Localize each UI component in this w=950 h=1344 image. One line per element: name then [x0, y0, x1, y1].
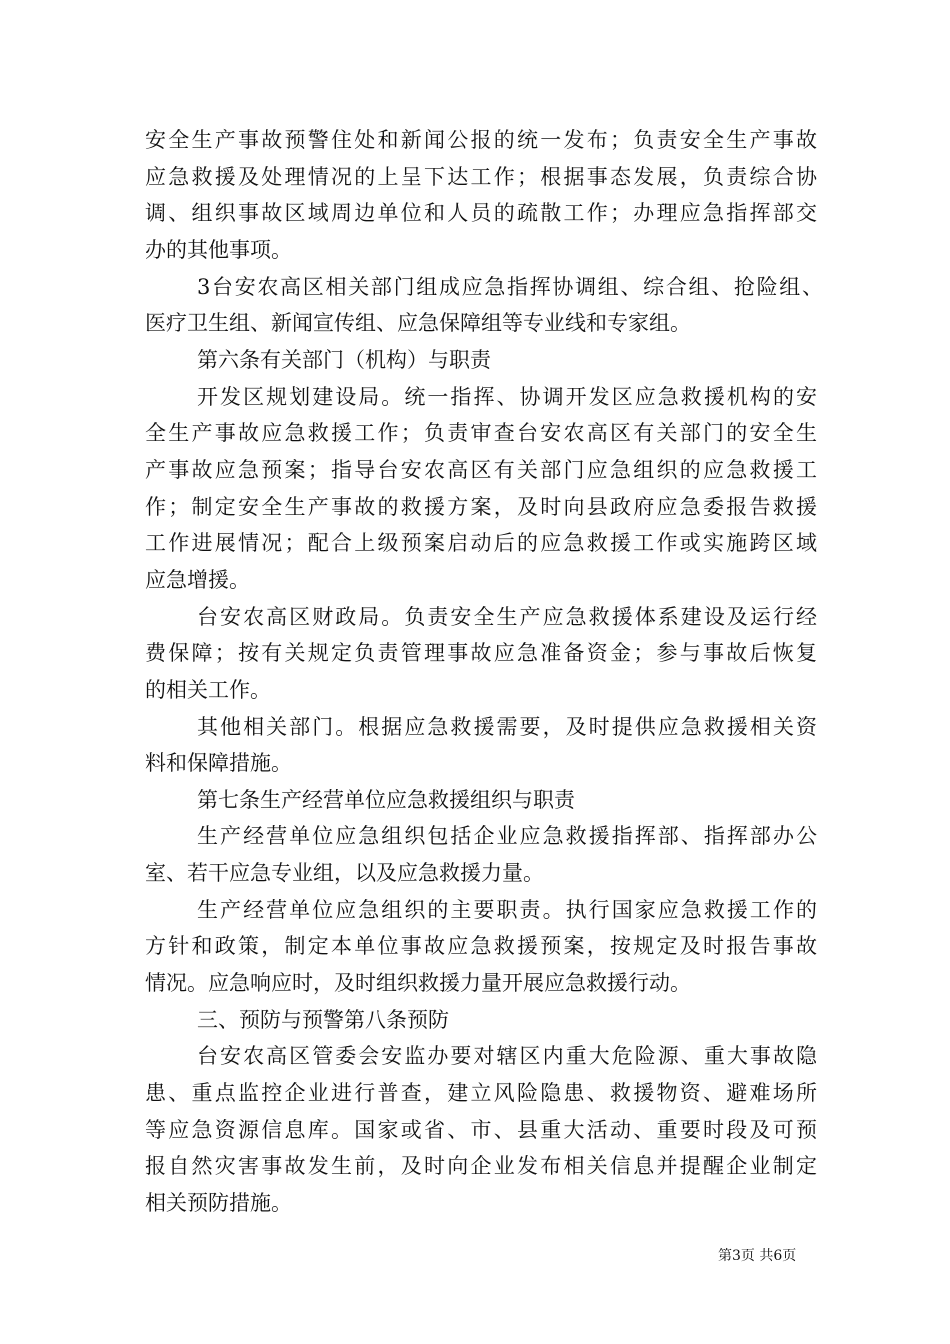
footer-prefix: 第	[718, 1248, 732, 1264]
paragraph	[145, 1002, 817, 1039]
document-body	[145, 122, 823, 1222]
text-line: 生产经营单位应急组织的主要职责。执行国家应急救援工作的	[197, 897, 817, 922]
text-line: 医疗卫生组、新闻宣传组、应急保障组等专业线和专家组。	[145, 311, 691, 336]
text-line: 办的其他事项。	[145, 237, 292, 262]
paragraph	[145, 269, 823, 342]
text-line: 开发区规划建设局。统一指挥、协调开发区应急救援机构的安	[197, 384, 817, 409]
text-line: 室、若干应急专业组，以及应急救援力量。	[145, 861, 544, 886]
page-footer	[718, 1245, 796, 1265]
paragraph	[145, 818, 817, 891]
text-line: 作；制定安全生产事故的救援方案，及时向县政府应急委报告救援	[145, 494, 817, 519]
total-pages: 6	[773, 1248, 783, 1264]
paragraph	[145, 122, 817, 269]
text-line: 三、预防与预警第八条预防	[197, 1007, 449, 1032]
text-line: 安全生产事故预警住处和新闻公报的统一发布；负责安全生产事故	[145, 128, 817, 152]
text-line: 应急增援。	[145, 567, 250, 592]
text-line: 调、组织事故区域周边单位和人员的疏散工作；办理应急指挥部交	[145, 201, 817, 226]
text-line: 相关预防措施。	[145, 1191, 292, 1216]
text-line: 报自然灾害事故发生前，及时向企业发布相关信息并提醒企业制定	[145, 1154, 817, 1179]
text-line: 其他相关部门。根据应急救援需要，及时提供应急救援相关资	[197, 714, 817, 739]
text-line: 等应急资源信息库。国家或省、市、县重大活动、重要时段及可预	[145, 1117, 817, 1142]
text-line: 生产经营单位应急组织包括企业应急救援指挥部、指挥部办公	[197, 824, 817, 849]
text-line: 费保障；按有关规定负责管理事故应急准备资金；参与事故后恢复	[145, 641, 817, 666]
text-line: 情况。应急响应时，及时组织救援力量开展应急救援行动。	[145, 971, 691, 996]
text-line: 料和保障措施。	[145, 751, 292, 776]
paragraph	[145, 1038, 817, 1221]
text-line: 工作进展情况；配合上级预案启动后的应急救援工作或实施跨区域	[145, 531, 817, 556]
text-line: 台安农高区财政局。负责安全生产应急救援体系建设及运行经	[197, 604, 817, 629]
text-line: 3台安农高区相关部门组成应急指挥协调组、综合组、抢险组、	[197, 274, 823, 299]
page-number: 3	[732, 1248, 741, 1264]
text-line: 第七条生产经营单位应急救援组织与职责	[197, 787, 575, 812]
text-line: 台安农高区管委会安监办要对辖区内重大危险源、重大事故隐	[197, 1044, 817, 1069]
paragraph	[145, 892, 817, 1002]
text-line: 方针和政策，制定本单位事故应急救援预案，按规定及时报告事故	[145, 934, 817, 959]
paragraph	[145, 379, 817, 599]
text-line: 应急救援及处理情况的上呈下达工作；根据事态发展，负责综合协	[145, 164, 817, 189]
paragraph	[145, 342, 817, 379]
text-line: 的相关工作。	[145, 677, 271, 702]
paragraph	[145, 782, 817, 819]
paragraph	[145, 709, 817, 782]
text-line: 第六条有关部门（机构）与职责	[197, 347, 491, 372]
text-line: 全生产事故应急救援工作；负责审查台安农高区有关部门的安全生	[145, 421, 817, 446]
footer-middle: 页 共	[740, 1248, 774, 1264]
text-line: 产事故应急预案；指导台安农高区有关部门应急组织的应急救援工	[145, 457, 817, 482]
text-line: 患、重点监控企业进行普查，建立风险隐患、救援物资、避难场所	[145, 1081, 817, 1106]
paragraph	[145, 599, 817, 709]
footer-suffix: 页	[782, 1248, 797, 1264]
